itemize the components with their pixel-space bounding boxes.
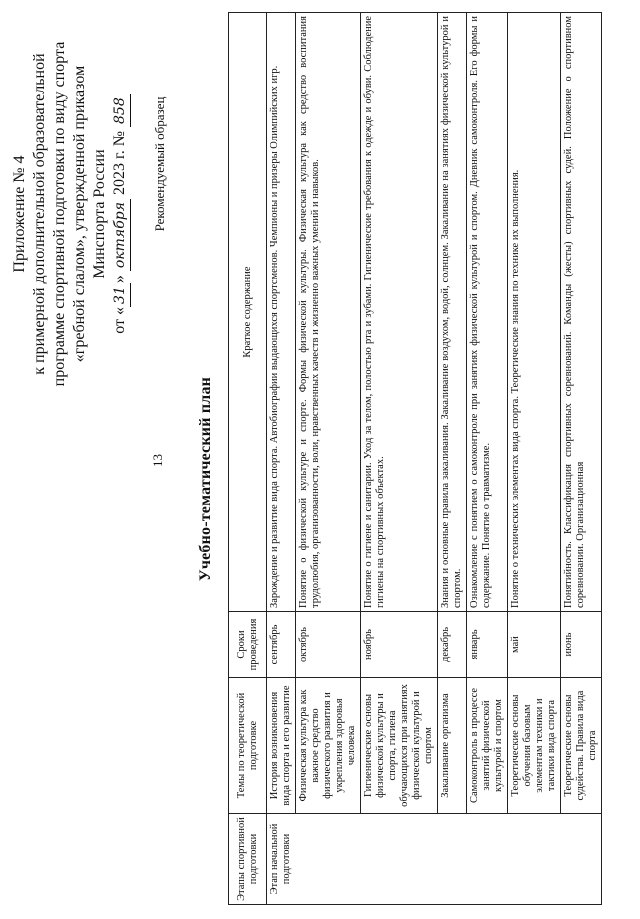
order-day-handwritten: 31: [110, 283, 131, 307]
order-prefix: от «: [111, 306, 128, 334]
content-cell: Ознакомление с понятием о самоконтроле при занятиях физической культурой и спортом. Дневник самоконтроля. Его формы и содержание. Понятие о травматизме.: [467, 13, 508, 612]
header-topic: Темы по теоретической подготовке: [229, 678, 267, 814]
appendix-line-3: «гребной слалом», утвержденной приказом: [71, 65, 88, 363]
appendix-header: [10, 14, 131, 414]
header-content: Краткое содержание: [229, 13, 267, 612]
table-header-row: [229, 13, 267, 905]
topic-cell: Теоретические основы обучения базовым элементам техники и тактики вида спорта: [508, 678, 561, 814]
content-cell: Понятие о гигиене и санитарии. Уход за телом, полостью рта и зубами. Гигиенические требования к одежде и обуви. Соблюдение гигиены на спортивных объектах.: [361, 13, 438, 612]
term-cell: декабрь: [438, 612, 467, 678]
content-cell: Знания и основные правила закаливания. Закаливание воздухом, водой, солнцем. Закаливание на занятиях физической культурой и спортом.: [438, 13, 467, 612]
stage-cell: Этап начальной подготовки: [267, 814, 602, 905]
content-cell: Понятие о физической культуре и спорте. Формы физической культуры. Физическая культура как средство воспитания трудолюбия, организованности, воли, нравственных качеств и жизненно важных умений и навыков.: [296, 13, 361, 612]
plan-title: Учебно-тематический план: [197, 376, 214, 582]
appendix-title: Приложение № 4: [11, 155, 28, 273]
order-year: 2023 г. №: [111, 130, 128, 196]
table-row: [508, 13, 561, 905]
topic-cell: Гигиенические основы физической культуры и спорта, гигиена обучающихся при занятиях физической культурой и спортом: [361, 678, 438, 814]
term-cell: июнь: [561, 612, 602, 678]
content-cell: Понятие о технических элементах вида спорта. Теоретические знания по технике их выполнения.: [508, 13, 561, 612]
appendix-line-4: Минспорта России: [91, 149, 108, 279]
topic-cell: Самоконтроль в процессе занятий физической культурой и спортом: [467, 678, 508, 814]
term-cell: ноябрь: [361, 612, 438, 678]
table-row: [361, 13, 438, 905]
topic-cell: Закаливание организма: [438, 678, 467, 814]
order-mid: »: [111, 275, 128, 284]
appendix-line-1: к примерной дополнительной образовательной: [31, 53, 48, 375]
topic-cell: История возникновения вида спорта и его развитие: [267, 678, 296, 814]
order-number-handwritten: 858: [110, 94, 131, 127]
content-cell: Зарождение и развитие вида спорта. Автобиографии выдающихся спортсменов. Чемпионы и призеры Олимпийских игр.: [267, 13, 296, 612]
recommended-sample-note: Рекомендуемый образец: [152, 96, 167, 232]
order-date-line: [110, 14, 131, 414]
term-cell: сентябрь: [267, 612, 296, 678]
table-row: [267, 13, 296, 905]
table-row: [467, 13, 508, 905]
term-cell: январь: [467, 612, 508, 678]
table-row: [296, 13, 361, 905]
topic-cell: Физическая культура как важное средство физического развития и укрепления здоровья человека: [296, 678, 361, 814]
table-row: [438, 13, 467, 905]
topic-cell: Теоретические основы судейства. Правила вида спорта: [561, 678, 602, 814]
term-cell: октябрь: [296, 612, 361, 678]
thematic-plan-table: [228, 12, 602, 905]
header-stage: Этапы спортивной подготовки: [229, 814, 267, 905]
content-cell: Понятийность. Классификация спортивных соревнований. Команды (жесты) спортивных судей. Положение о спортивном соревновании. Организационная: [561, 13, 602, 612]
table-row: [561, 13, 602, 905]
term-cell: май: [508, 612, 561, 678]
header-term: Сроки проведения: [229, 612, 267, 678]
page-number: 13: [150, 454, 165, 467]
order-month-handwritten: октября: [110, 199, 131, 271]
appendix-line-2: программе спортивной подготовки по виду спорта: [51, 41, 68, 387]
